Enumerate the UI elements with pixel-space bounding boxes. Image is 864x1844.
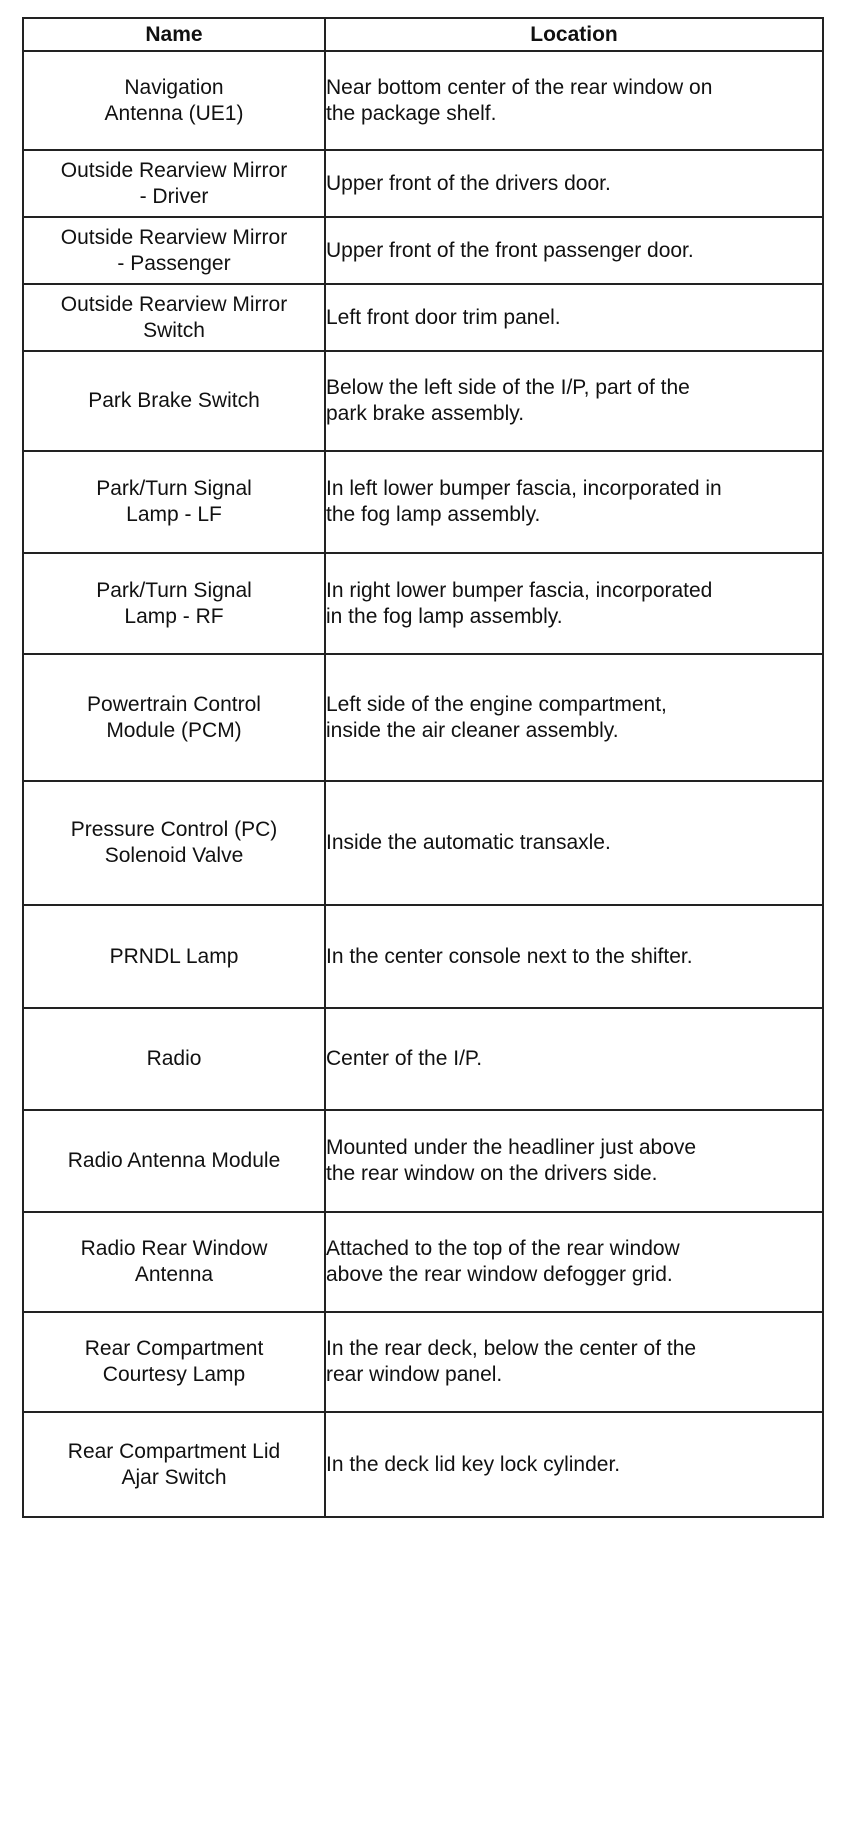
component-name-cell [23,284,325,351]
component-location-cell [325,351,823,451]
component-location-line: rear window panel. [326,1363,503,1386]
header-location: Location [325,18,823,51]
component-name-line: Antenna (UE1) [104,101,244,125]
component-name-line: Courtesy Lamp [102,1363,246,1386]
component-name-cell [23,1110,325,1212]
component-name-cell [23,351,325,451]
component-location-cell [325,1412,823,1517]
component-location-line: above the rear window defogger grid. [326,1263,673,1286]
component-location-line: Near bottom center of the rear window on [326,75,713,99]
component-name-cell [23,781,325,905]
component-name-line: Module (PCM) [106,718,242,742]
component-location-cell [325,1312,823,1412]
table-row [23,1212,823,1312]
component-location-line: Attached to the top of the rear window [326,1237,680,1260]
component-name-line: - Passenger [117,251,231,275]
component-location-cell [325,553,823,654]
component-location-line: In the rear deck, below the center of the [326,1337,697,1360]
table-row [23,905,823,1008]
component-location-line: Left front door trim panel. [326,305,561,329]
component-location-line: the fog lamp assembly. [326,503,541,526]
component-name-line: Switch [143,318,205,342]
component-name-line: Rear Compartment Lid [67,1439,281,1463]
component-name-cell [23,905,325,1008]
component-location-cell [325,284,823,351]
component-name-cell [23,451,325,553]
component-name-line: Radio Rear Window [80,1237,268,1260]
component-location-cell [325,217,823,284]
component-name-cell [23,654,325,781]
component-name-line: Ajar Switch [121,1465,227,1489]
component-name-line: Pressure Control (PC) [70,818,278,841]
component-name-line: Outside Rearview Mirror [60,158,288,182]
table-row [23,217,823,284]
component-location-line: Below the left side of the I/P, part of the [326,376,690,399]
table-row [23,654,823,781]
component-name-line: Powertrain Control [87,692,261,716]
component-name-cell [23,150,325,217]
component-location-line: in the fog lamp assembly. [326,604,563,628]
table-row [23,51,823,150]
component-location-cell [325,1008,823,1110]
component-location-cell [325,150,823,217]
component-location-cell [325,451,823,553]
component-location-cell [325,51,823,150]
component-location-cell [325,905,823,1008]
component-name-cell [23,1212,325,1312]
table-row [23,1008,823,1110]
table-row [23,1312,823,1412]
component-name-line: Park/Turn Signal [96,578,252,602]
table-row [23,1110,823,1212]
component-name-line: Navigation [124,75,224,99]
table-row [23,284,823,351]
component-location-cell [325,1110,823,1212]
component-location-line: the rear window on the drivers side. [326,1162,658,1185]
component-location-line: Upper front of the drivers door. [326,171,611,195]
component-name-line: - Driver [139,184,209,208]
table-row [23,451,823,553]
component-name-line: Rear Compartment [84,1337,264,1360]
component-name-cell [23,553,325,654]
component-location-cell [325,1212,823,1312]
component-location-line: Upper front of the front passenger door. [326,238,694,262]
table-row [23,1412,823,1517]
component-location-line: inside the air cleaner assembly. [326,718,619,742]
component-location-table [22,17,824,1518]
table-row [23,351,823,451]
component-name-line: Outside Rearview Mirror [60,292,288,316]
table-header-row [23,18,823,51]
table-row [23,553,823,654]
table-body [23,51,823,1517]
component-location-table-wrapper [22,17,822,1836]
component-name-line: Park/Turn Signal [96,477,252,500]
component-location-line: In left lower bumper fascia, incorporated in [326,477,722,500]
component-name-cell [23,1008,325,1110]
component-name-line: Solenoid Valve [104,844,244,867]
component-location-line: In right lower bumper fascia, incorporated [326,578,713,602]
component-location-line: Inside the automatic transaxle. [326,831,611,854]
component-name-line: Park Brake Switch [88,389,260,412]
table-row [23,781,823,905]
component-name-line: Outside Rearview Mirror [60,225,288,249]
component-location-cell [325,781,823,905]
component-name-line: PRNDL Lamp [109,944,239,968]
component-location-line: Left side of the engine compartment, [326,692,667,716]
component-name-line: Lamp - RF [124,604,224,628]
component-location-line: In the deck lid key lock cylinder. [326,1452,621,1476]
header-name: Name [23,18,325,51]
component-name-cell [23,217,325,284]
component-name-line: Antenna [134,1263,214,1286]
component-location-line: park brake assembly. [326,402,525,425]
component-name-line: Lamp - LF [126,503,222,526]
component-location-line: the package shelf. [326,101,497,125]
component-location-line: Mounted under the headliner just above [326,1136,697,1159]
component-location-line: Center of the I/P. [326,1047,483,1070]
component-location-cell [325,654,823,781]
component-name-cell [23,1312,325,1412]
table-row [23,150,823,217]
component-name-line: Radio [146,1047,202,1070]
component-location-line: In the center console next to the shifter. [326,944,693,968]
component-name-cell [23,1412,325,1517]
component-name-cell [23,51,325,150]
component-name-line: Radio Antenna Module [67,1149,281,1172]
